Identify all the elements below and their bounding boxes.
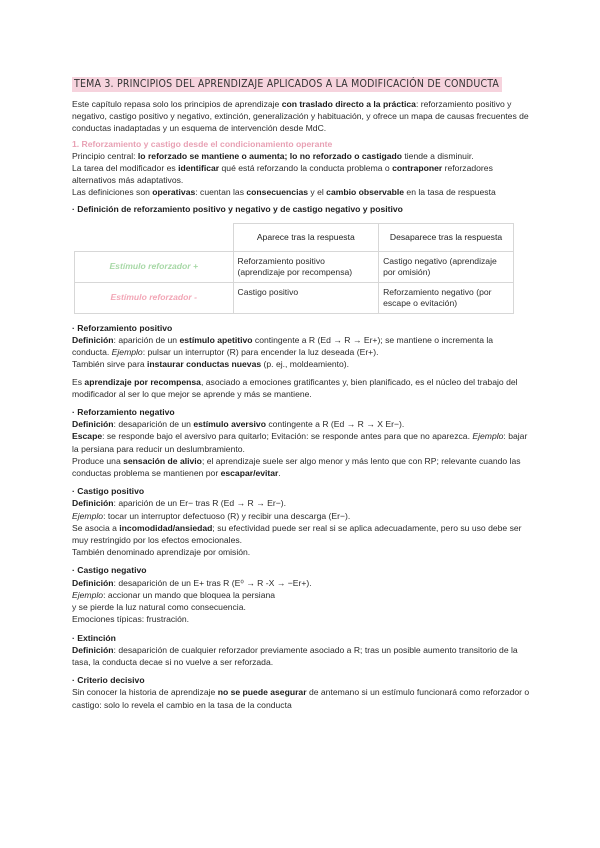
cpos-heading: · Castigo positivo [72, 486, 145, 497]
section1-heading: 1. Reforzamiento y castigo desde el condicionamiento operante [72, 138, 333, 149]
cneg-t1: : desaparición de un E+ tras R (E⁰ → R -X → −Er+). [113, 577, 312, 588]
s1p3-b3: cambio observable [326, 187, 405, 198]
rneg-p3 [72, 455, 532, 479]
s1p2-t3: reforzadores alternativos más adaptativos. [72, 163, 493, 186]
rneg-esc-i1: Ejemplo [472, 431, 504, 442]
rneg-definition [72, 418, 532, 430]
s1p1-b1: lo reforzado se mantiene o aumenta; lo no reforzado o castigado [137, 150, 402, 161]
ext-def-label: Definición [72, 644, 114, 655]
rpos-p2-t2: , asociado a emociones gratificantes y, bien planificado, es el núcleo del trabajo del modificador al ser lo que mejor se aprende y más se mantiene. [72, 376, 518, 399]
ext-heading: · Extinción [72, 632, 116, 643]
rneg-esc-t1: : se responde bajo el aversivo para quitarlo; Evitación: se responde antes para que no aparezca. [102, 431, 473, 442]
rneg-esc-b1: Escape [72, 431, 103, 442]
s1p2-t2: qué está reforzando la conducta problema o [219, 163, 393, 174]
cneg-heading: · Castigo negativo [72, 565, 147, 576]
section1-p3 [72, 186, 532, 198]
rpos-i1: Ejemplo [111, 347, 143, 358]
rneg-t2: contingente a R (Ed → R → X Er−). [265, 419, 405, 430]
cpos-ej-t1: : tocar un interruptor defectuoso (R) y recibir una descarga (Er−). [103, 510, 351, 521]
table-cell: Castigo negativo (aprendizaje por omisión) [379, 251, 514, 282]
cneg-example [72, 589, 532, 601]
s1p3-t3: y el [308, 187, 327, 198]
crit-b1: no se puede asegurar [217, 687, 307, 698]
table-header-row [75, 223, 514, 251]
cpos-p3-t2: ; su efectividad puede ser real si se aplica adecuadamente, pero su uso debe ser muy restringido por los efectos emocionales. [72, 522, 522, 546]
rpos-p2-b1: aprendizaje por recompensa [84, 376, 201, 387]
row-label-negative: Estímulo reforzador - [75, 282, 234, 313]
s1p3-b2: consecuencias [246, 187, 309, 198]
section1-p1 [72, 150, 532, 162]
intro-bold-1: con traslado directo a la práctica [281, 99, 416, 109]
cpos-p3 [72, 522, 532, 546]
section1-p2 [72, 162, 532, 186]
cpos-p3-t1: Se asocia a [72, 522, 120, 533]
cpos-t1: : aparición de un Er− tras R (Ed → R → Er−). [113, 498, 286, 509]
rneg-p3-b2: escapar/evitar [220, 468, 279, 479]
table-cell: Castigo positivo [233, 282, 379, 313]
cpos-p4: También denominado aprendizaje por omisión. [72, 547, 251, 558]
table-col-appears: Aparece tras la respuesta [233, 223, 379, 251]
rneg-b1: estímulo aversivo [193, 419, 266, 430]
s1p3-t2: : cuentan las [195, 187, 247, 198]
intro-text-2: : reforzamiento positivo y negativo, castigo positivo y negativo, extinción, generalización y habituación, y ofrece un mapa de causas frecuentes de conductas inadaptadas y un esquema de intervención desde MdC. [72, 99, 529, 134]
cpos-example [72, 510, 532, 522]
cpos-def-label: Definición [72, 498, 114, 509]
cpos-p3-b1: incomodidad/ansiedad [119, 522, 213, 533]
rpos-definition [72, 334, 532, 358]
rpos-also-b1: instaurar conductas nuevas [147, 359, 262, 370]
intro-paragraph [72, 98, 532, 135]
rpos-also-t1: También sirve para [72, 359, 147, 370]
rpos-b1: estímulo apetitivo [179, 335, 253, 346]
cpos-definition [72, 497, 532, 509]
title-wrap [72, 74, 502, 92]
rneg-t1: : desaparición de un [113, 419, 194, 430]
cneg-ej-t1: : accionar un mando que bloquea la persiana [103, 589, 276, 600]
s1p3-t1: Las definiciones son [72, 187, 153, 198]
rneg-p3-t2: ; el aprendizaje suele ser algo menor y más lento que con RP; relevante cuando las conductas problema se mantienen por [72, 455, 521, 479]
cneg-example-2: y se pierde la luz natural como consecuencia. [72, 602, 246, 613]
s1p2-b2: contraponer [392, 163, 443, 174]
reinforcement-table [74, 223, 514, 314]
rpos-also-t2: (p. ej., moldeamiento). [261, 359, 350, 370]
crit-paragraph [72, 686, 532, 710]
table-row [75, 251, 514, 282]
s1p2-t1: La tarea del modificador es [72, 163, 179, 174]
rpos-p2-t1: Es [72, 376, 85, 387]
crit-t2: de antemano si un estímulo funcionará como reforzador o castigo: solo lo revela el cambio en la tasa de la conducta [72, 687, 530, 710]
s1p1-t2: tiende a disminuir. [401, 150, 474, 161]
page-title: TEMA 3. PRINCIPIOS DEL APRENDIZAJE APLICADOS A LA MODIFICACIÓN DE CONDUCTA [72, 77, 502, 92]
cneg-definition [72, 577, 532, 589]
table-row [75, 282, 514, 313]
rpos-p2 [72, 376, 532, 400]
table-heading: · Definición de reforzamiento positivo y negativo y de castigo negativo y positivo [72, 203, 403, 214]
rpos-t2: contingente a R (Ed → R → Er+); se mantiene o incrementa la conducta. [72, 335, 494, 358]
ext-t1: : desaparición de cualquier reforzador previamente asociado a R; tras un posible aumento transitorio de la tasa, la conducta decae si no vuelve a ser reforzada. [72, 644, 518, 667]
table-corner [75, 223, 234, 251]
ext-definition [72, 644, 532, 668]
s1p3-b1: operativas [152, 187, 196, 198]
rpos-also [72, 358, 532, 370]
cneg-ej-i1: Ejemplo [72, 589, 104, 600]
table-cell: Reforzamiento positivo (aprendizaje por recompensa) [233, 251, 379, 282]
rpos-t3: : pulsar un interruptor (R) para encender la luz deseada (Er+). [142, 347, 379, 358]
rneg-heading: · Reforzamiento negativo [72, 407, 175, 418]
s1p2-b1: identificar [178, 163, 220, 174]
rpos-t1: : aparición de un [113, 335, 180, 346]
rneg-escape [72, 430, 532, 454]
s1p3-t4: en la tasa de respuesta [404, 187, 496, 198]
cneg-def-label: Definición [72, 577, 114, 588]
rneg-p3-t1: Produce una [72, 455, 124, 466]
rpos-def-label: Definición [72, 335, 114, 346]
rneg-def-label: Definición [72, 419, 114, 430]
crit-heading: · Criterio decisivo [72, 675, 145, 686]
cpos-ej-i1: Ejemplo [72, 510, 104, 521]
rneg-p3-b1: sensación de alivio [123, 455, 202, 466]
content [72, 98, 532, 711]
rpos-heading: · Reforzamiento positivo [72, 322, 173, 333]
cneg-emotions: Emociones típicas: frustración. [72, 614, 190, 625]
rneg-esc-t2: : bajar la persiana para reducir un deslumbramiento. [72, 431, 528, 454]
s1p1-t1: Principio central: [72, 150, 138, 161]
crit-t1: Sin conocer la historia de aprendizaje [72, 687, 218, 698]
row-label-positive: Estímulo reforzador + [75, 251, 234, 282]
table-col-disappears: Desaparece tras la respuesta [379, 223, 514, 251]
rneg-p3-t3: . [278, 468, 281, 479]
intro-text-1: Este capítulo repasa solo los principios de aprendizaje [72, 99, 282, 109]
table-cell: Reforzamiento negativo (por escape o evitación) [379, 282, 514, 313]
